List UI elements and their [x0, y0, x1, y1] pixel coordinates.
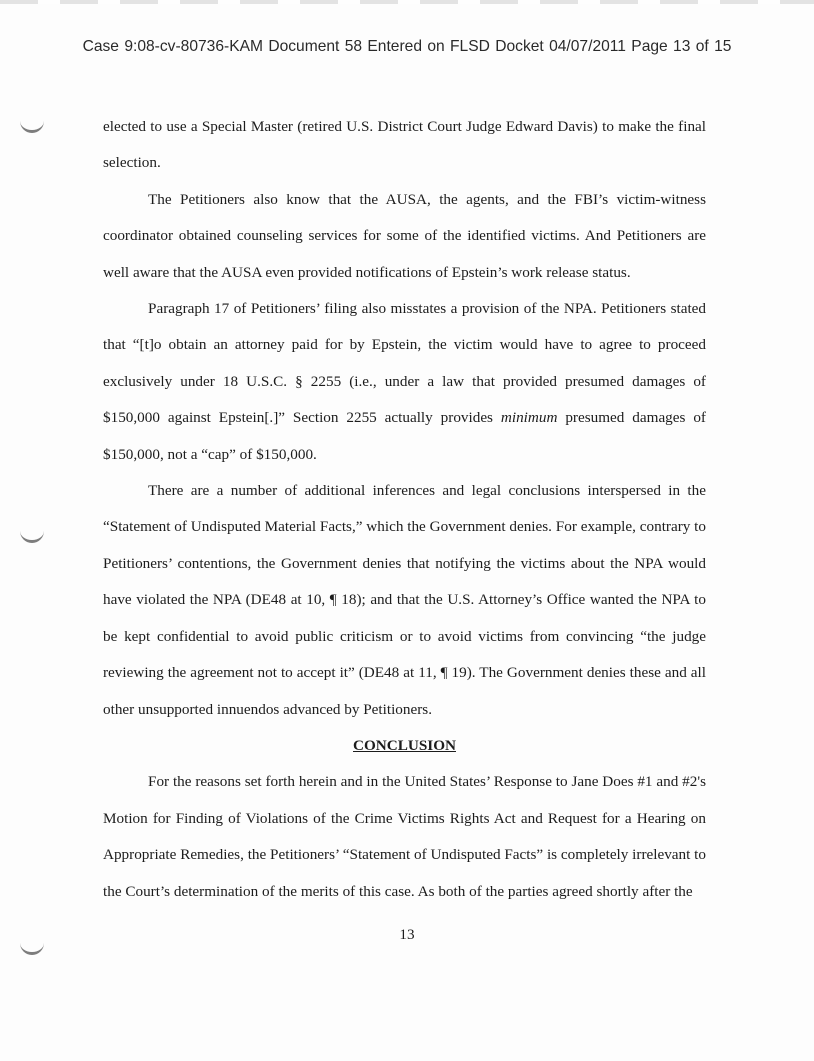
- paragraph-conclusion: For the reasons set forth herein and in the United States’ Response to Jane Does #1 and #2's Motion for Finding of Violations of the Crime Victims Rights Act and Request for a Hearing on Appropriate Remedies, the Petitioners’ “Statement of Undisputed Facts” is completely irrelevant to the Court’s determination of the merits of this case. As both of the parties agreed shortly after the: [103, 773, 706, 900]
- paragraph-npa-text-after: presumed damages of $150,000, not a “cap” of $150,000.: [103, 409, 706, 463]
- conclusion-heading: CONCLUSION: [353, 736, 456, 754]
- paragraph-npa-text-before: Paragraph 17 of Petitioners’ filing also misstates a provision of the NPA. Petitioners stated that “[t]o obtain an attorney paid for by Epstein, the victim would have to agree to proceed exclusively under 18 U.S.C. § 2255 (i.e., under a law that provided presumed damages of $150,000 against Epstein[.]” Section 2255 actually provides: [103, 300, 706, 427]
- paragraph-additional-inferences: There are a number of additional inferences and legal conclusions interspersed in the “Statement of Undisputed Material Facts,” which the Government denies. For example, contrary to Petitioners’ contentions, the Government denies that notifying the victims about the NPA would have violated the NPA (DE48 at 10, ¶ 18); and that the U.S. Attorney’s Office wanted the NPA to be kept confidential to avoid public criticism or to avoid victims from convincing “the judge reviewing the agreement not to accept it” (DE48 at 11, ¶ 19). The Government denies these and all other unsupported innuendos advanced by Petitioners.: [103, 482, 706, 718]
- emphasis-minimum: minimum: [500, 409, 558, 427]
- paragraph-counseling-services: The Petitioners also know that the AUSA, the agents, and the FBI’s victim-witness coordinator obtained counseling services for some of the identified victims. And Petitioners are well aware that the AUSA even provided notifications of Epstein’s work release status.: [103, 190, 706, 281]
- page-number: 13: [399, 926, 415, 943]
- punch-hole-mark: [20, 528, 44, 543]
- paragraph-npa-provision: [103, 291, 706, 473]
- punch-hole-mark: [20, 118, 44, 133]
- scan-top-edge: [0, 0, 814, 4]
- document-body: [103, 109, 706, 910]
- paragraph-continuation: elected to use a Special Master (retired U.S. District Court Judge Edward Davis) to make the final selection.: [103, 118, 706, 172]
- ecf-header: Case 9:08-cv-80736-KAM Document 58 Entered on FLSD Docket 04/07/2011 Page 13 of 15: [82, 38, 732, 55]
